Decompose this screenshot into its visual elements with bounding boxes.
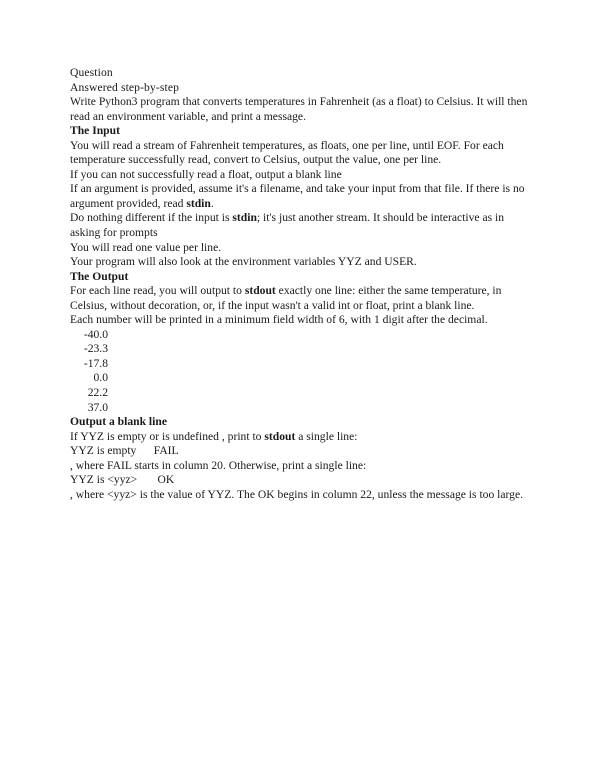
- inline-text: Your program will also look at the environment variables YYZ and USER.: [70, 255, 417, 269]
- inline-text: You will read a stream of Fahrenheit temperatures, as floats, one per line, until EOF. For each temperature successfully read, convert to Celsius, output the value, one per line.: [70, 138, 504, 167]
- inline-bold-keyword: stdin: [232, 211, 257, 225]
- inline-text: If an argument is provided, assume it's a filename, and take your input from that file. If there is no argument provided, read: [70, 182, 525, 210]
- sample-output-number: -17.8: [83, 356, 108, 370]
- page-title: Question: [70, 66, 113, 79]
- inline-text: For each line read, you will output to: [70, 284, 245, 298]
- answer-status: Answered step-by-step: [70, 80, 180, 94]
- inline-text: exactly one line: either the same temperature, in Celsius, without decoration, or, if the input wasn't a valid int or float, print a blank line.: [70, 284, 502, 312]
- input-paragraph-6: [70, 255, 532, 270]
- inline-text: If YYZ is empty or is undefined , print to: [70, 429, 265, 443]
- section-heading-the-output: The Output: [70, 269, 129, 283]
- sample-output-number: -40.0: [83, 327, 108, 341]
- input-paragraph-5: [70, 241, 532, 256]
- sample-output-number-list: [70, 328, 532, 415]
- inline-text: a single line:: [295, 429, 358, 443]
- sample-output-number: 0.0: [93, 371, 108, 385]
- inline-text: .: [210, 196, 214, 210]
- inline-text: ; it's just another stream. It should be interactive as in asking for prompts: [70, 211, 505, 240]
- input-paragraph-3: [70, 182, 532, 211]
- sample-fail-line: YYZ is empty FAIL: [70, 444, 179, 458]
- output-paragraph-2: [70, 313, 532, 328]
- section-heading-the-input: The Input: [70, 124, 120, 138]
- ok-note: , where <yyz> is the value of YYZ. The OK begins in column 22, unless the message is too large.: [70, 487, 524, 501]
- sample-ok-line: YYZ is <yyz> OK: [70, 473, 175, 487]
- inline-text: If you can not successfully read a float, output a blank line: [70, 167, 342, 181]
- inline-text: Each number will be printed in a minimum field width of 6, with 1 digit after the decimal.: [70, 313, 488, 327]
- sample-output-number: -23.3: [83, 342, 108, 356]
- input-paragraph-4: [70, 211, 532, 240]
- document-body: [70, 66, 532, 502]
- output-paragraph-1: [70, 284, 532, 313]
- inline-text: You will read one value per line.: [70, 240, 222, 254]
- section-heading-output-a-blank-line: Output a blank line: [70, 415, 167, 429]
- blank-line-paragraph-1: [70, 430, 532, 445]
- fail-note: , where FAIL starts in column 20. Otherwise, print a single line:: [70, 458, 367, 472]
- input-paragraph-1: [70, 139, 532, 168]
- intro-paragraph: Write Python3 program that converts temperatures in Fahrenheit (as a float) to Celsius. It will then read an environment variable, and print a message.: [70, 95, 528, 123]
- inline-bold-keyword: stdout: [264, 429, 296, 443]
- sample-output-number: 37.0: [87, 400, 108, 414]
- inline-text: Do nothing different if the input is: [70, 211, 233, 225]
- inline-bold-keyword: stdin: [186, 196, 211, 210]
- input-paragraph-2: [70, 168, 532, 183]
- sample-output-number: 22.2: [87, 386, 108, 400]
- inline-bold-keyword: stdout: [244, 284, 276, 298]
